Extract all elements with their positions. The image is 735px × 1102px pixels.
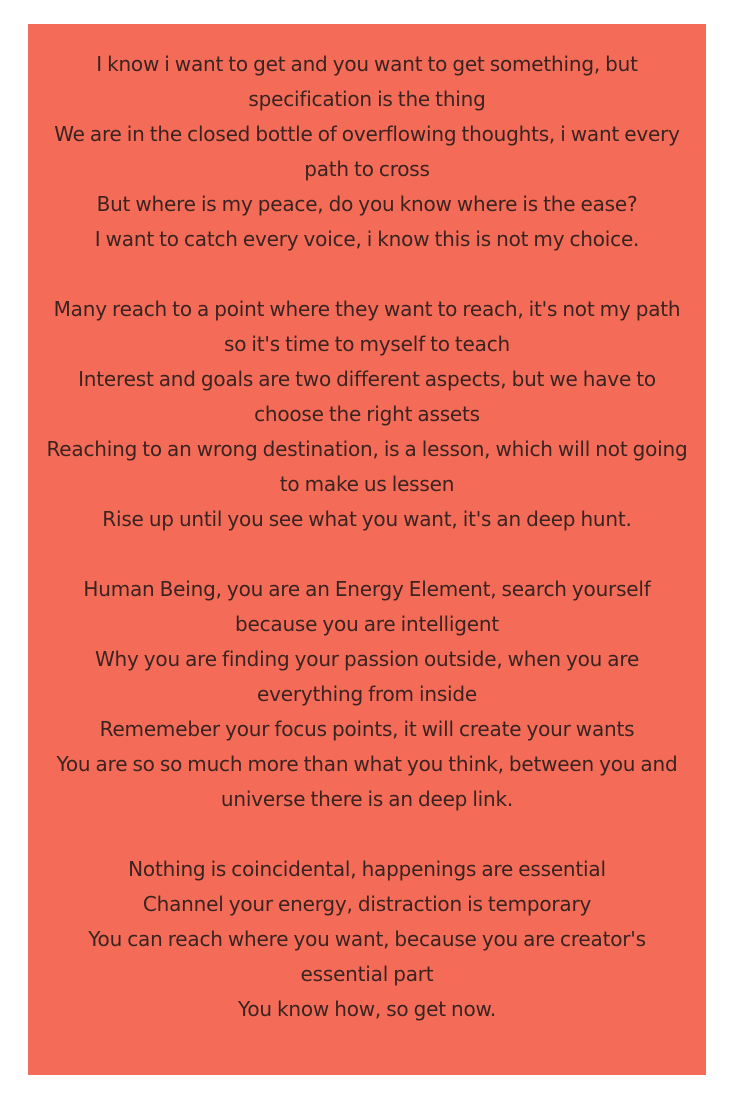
stanza-2 bbox=[44, 292, 690, 537]
poem-line: Rise up until you see what you want, it's an deep hunt. bbox=[102, 507, 632, 531]
poem-card bbox=[28, 24, 706, 1075]
stanza-3 bbox=[44, 572, 690, 817]
poem-line: Reaching to an wrong destination, is a lesson, which will not going to make us lessen bbox=[46, 437, 688, 496]
poem-line: Nothing is coincidental, happenings are essential bbox=[128, 857, 606, 881]
poem-line: Why you are finding your passion outside, when you are everything from inside bbox=[94, 647, 640, 706]
poem-line: Interest and goals are two different aspects, but we have to choose the right assets bbox=[78, 367, 656, 426]
poem-line: We are in the closed bottle of overflowing thoughts, i want every path to cross bbox=[54, 122, 680, 181]
poem-line: Rememeber your focus points, it will create your wants bbox=[99, 717, 635, 741]
poem-line: You know how, so get now. bbox=[237, 997, 497, 1021]
poem-line: You are so so much more than what you think, between you and universe there is an deep link. bbox=[56, 752, 678, 811]
poem-line: Channel your energy, distraction is temporary bbox=[142, 892, 592, 916]
poem-line: I know i want to get and you want to get something, but specification is the thing bbox=[96, 52, 638, 111]
stanza-4 bbox=[44, 852, 690, 1027]
poem-line: But where is my peace, do you know where is the ease? bbox=[96, 192, 638, 216]
stanza-1 bbox=[44, 47, 690, 257]
poem-line: Human Being, you are an Energy Element, search yourself because you are intelligent bbox=[83, 577, 651, 636]
poem-line: I want to catch every voice, i know this is not my choice. bbox=[94, 227, 640, 251]
poem-line: Many reach to a point where they want to reach, it's not my path so it's time to myself to teach bbox=[53, 297, 681, 356]
poem-line: You can reach where you want, because you are creator's essential part bbox=[88, 927, 646, 986]
